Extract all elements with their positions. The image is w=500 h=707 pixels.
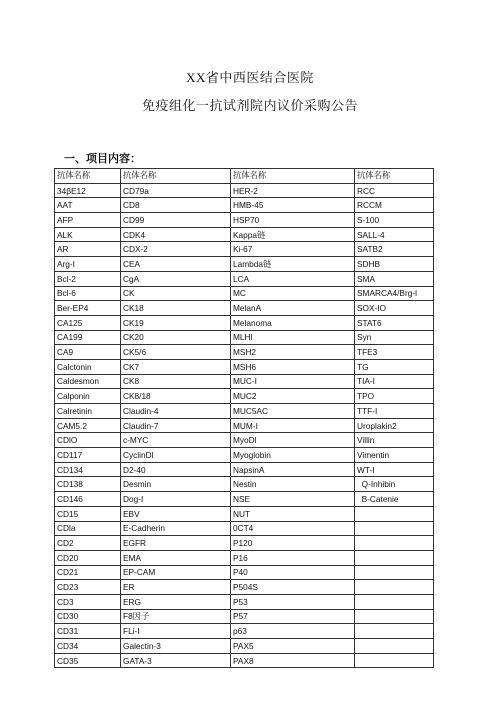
table-cell: Galectin-3 <box>121 639 231 654</box>
table-cell: 0CT4 <box>231 521 355 536</box>
table-cell: CD23 <box>55 580 121 595</box>
table-cell: CD79a <box>121 183 231 198</box>
table-cell: 34βE12 <box>55 183 121 198</box>
table-cell: Arg-I <box>55 257 121 272</box>
column-header: 抗体名称 <box>121 169 231 184</box>
table-cell: CK <box>121 286 231 301</box>
table-row <box>55 389 434 404</box>
table-cell: NUT <box>231 506 355 521</box>
table-cell: CD30 <box>55 609 121 624</box>
table-cell: MUC-I <box>231 374 355 389</box>
table-cell <box>355 653 434 668</box>
table-row <box>55 213 434 228</box>
table-cell: AFP <box>55 213 121 228</box>
table-cell: CD3 <box>55 594 121 609</box>
table-cell: P53 <box>231 594 355 609</box>
table-row <box>55 359 434 374</box>
table-row <box>55 448 434 463</box>
table-cell: Claudin-7 <box>121 418 231 433</box>
table-cell: HMB-45 <box>231 198 355 213</box>
document-title: 免疫组化一抗试剂院内议价采购公告 <box>141 98 358 113</box>
table-cell: p63 <box>231 624 355 639</box>
table-cell: TFE3 <box>355 345 434 360</box>
table-cell: P504S <box>231 580 355 595</box>
table-cell: TIA-I <box>355 374 434 389</box>
table-cell: Syn <box>355 330 434 345</box>
antibody-table <box>54 168 434 668</box>
table-row <box>55 594 434 609</box>
table-cell <box>355 580 434 595</box>
table-cell: NapsinA <box>231 462 355 477</box>
table-cell: CDX-2 <box>121 242 231 257</box>
table-cell: P120 <box>231 536 355 551</box>
table-header-row <box>55 169 434 184</box>
table-cell: WT-I <box>355 462 434 477</box>
table-cell: CK8/18 <box>121 389 231 404</box>
table-cell: SATB2 <box>355 242 434 257</box>
table-row <box>55 301 434 316</box>
table-row <box>55 580 434 595</box>
table-row <box>55 639 434 654</box>
table-cell: SDHB <box>355 257 434 272</box>
table-cell: D2-40 <box>121 462 231 477</box>
table-cell: CD117 <box>55 448 121 463</box>
table-cell: CK7 <box>121 359 231 374</box>
table-row <box>55 506 434 521</box>
table-cell: CK20 <box>121 330 231 345</box>
table-cell <box>355 594 434 609</box>
table-cell: RCCM <box>355 198 434 213</box>
table-cell: Calctonin <box>55 359 121 374</box>
table-cell: LCA <box>231 271 355 286</box>
table-cell: TPO <box>355 389 434 404</box>
table-cell: CK5/6 <box>121 345 231 360</box>
table-cell: CA125 <box>55 315 121 330</box>
table-cell: CD2 <box>55 536 121 551</box>
table-row <box>55 418 434 433</box>
table-cell: HSP70 <box>231 213 355 228</box>
table-cell: HER-2 <box>231 183 355 198</box>
table-row <box>55 286 434 301</box>
table-row <box>55 271 434 286</box>
table-row <box>55 404 434 419</box>
table-cell <box>355 565 434 580</box>
table-cell: F8因子 <box>121 609 231 624</box>
table-cell: Lambda链 <box>231 257 355 272</box>
table-row <box>55 330 434 345</box>
table-row <box>55 227 434 242</box>
table-cell <box>355 550 434 565</box>
table-cell: P16 <box>231 550 355 565</box>
table-cell: AR <box>55 242 121 257</box>
table-cell: c-MYC <box>121 433 231 448</box>
table-cell: CK8 <box>121 374 231 389</box>
antibody-table-body <box>55 169 434 668</box>
table-row <box>55 536 434 551</box>
table-cell: CD21 <box>55 565 121 580</box>
section-heading: 一、项目内容： <box>64 153 141 165</box>
table-row <box>55 550 434 565</box>
table-cell: Ki-67 <box>231 242 355 257</box>
table-cell: Bcl-2 <box>55 271 121 286</box>
table-cell: CD31 <box>55 624 121 639</box>
table-cell: CDlO <box>55 433 121 448</box>
table-cell: EMA <box>121 550 231 565</box>
table-cell: GATA-3 <box>121 653 231 668</box>
table-cell: Bcl-6 <box>55 286 121 301</box>
table-cell: CgA <box>121 271 231 286</box>
table-row <box>55 198 434 213</box>
table-cell: SOX-IO <box>355 301 434 316</box>
table-cell: MelanA <box>231 301 355 316</box>
table-cell: ER <box>121 580 231 595</box>
table-cell: Dog-I <box>121 492 231 507</box>
table-cell: Calretinin <box>55 404 121 419</box>
table-cell: MLHl <box>231 330 355 345</box>
column-header: 抗体名称 <box>55 169 121 184</box>
table-cell: EBV <box>121 506 231 521</box>
table-cell: SMA <box>355 271 434 286</box>
table-cell: SMARCA4/Brg-l <box>355 286 434 301</box>
table-cell: Calponin <box>55 389 121 404</box>
table-row <box>55 477 434 492</box>
table-cell: NSE <box>231 492 355 507</box>
table-row <box>55 374 434 389</box>
table-cell: E-Cadherin <box>121 521 231 536</box>
table-cell: CA199 <box>55 330 121 345</box>
table-cell: PAX8 <box>231 653 355 668</box>
table-cell: STAT6 <box>355 315 434 330</box>
table-row <box>55 433 434 448</box>
table-cell: RCC <box>355 183 434 198</box>
table-row <box>55 242 434 257</box>
table-cell: CD146 <box>55 492 121 507</box>
table-cell: CD35 <box>55 653 121 668</box>
hospital-name: XX省中西医结合医院 <box>186 70 314 85</box>
table-row <box>55 315 434 330</box>
table-row <box>55 183 434 198</box>
table-cell: CD15 <box>55 506 121 521</box>
table-cell: Desmin <box>121 477 231 492</box>
table-cell: CD134 <box>55 462 121 477</box>
table-cell: Uroplakin2 <box>355 418 434 433</box>
table-cell: Villin <box>355 433 434 448</box>
table-cell: MUM-I <box>231 418 355 433</box>
table-cell <box>355 609 434 624</box>
table-row <box>55 521 434 536</box>
table-cell: CDK4 <box>121 227 231 242</box>
table-cell <box>355 506 434 521</box>
table-cell: S-100 <box>355 213 434 228</box>
table-cell: ERG <box>121 594 231 609</box>
table-row <box>55 624 434 639</box>
table-row <box>55 257 434 272</box>
table-cell: CD99 <box>121 213 231 228</box>
table-cell: PAX5 <box>231 639 355 654</box>
table-row <box>55 345 434 360</box>
table-cell: CD138 <box>55 477 121 492</box>
table-cell: CD20 <box>55 550 121 565</box>
table-cell: P57 <box>231 609 355 624</box>
table-cell: CAM5.2 <box>55 418 121 433</box>
table-cell <box>355 536 434 551</box>
table-cell: CD34 <box>55 639 121 654</box>
table-cell: CDla <box>55 521 121 536</box>
table-cell: Q-Inhibin <box>355 477 434 492</box>
table-cell: MSH6 <box>231 359 355 374</box>
table-cell: CyclinDl <box>121 448 231 463</box>
table-cell: MSH2 <box>231 345 355 360</box>
table-cell: B-Catenie <box>355 492 434 507</box>
table-cell: MyoDl <box>231 433 355 448</box>
table-cell: Nestin <box>231 477 355 492</box>
table-cell: P40 <box>231 565 355 580</box>
table-cell: FLi-I <box>121 624 231 639</box>
table-cell: CD8 <box>121 198 231 213</box>
table-row <box>55 462 434 477</box>
table-cell: CEA <box>121 257 231 272</box>
table-cell: AAT <box>55 198 121 213</box>
table-cell: CK19 <box>121 315 231 330</box>
table-cell: ALK <box>55 227 121 242</box>
table-cell: Kappa链 <box>231 227 355 242</box>
table-cell: TG <box>355 359 434 374</box>
table-cell: Caldesmon <box>55 374 121 389</box>
table-row <box>55 653 434 668</box>
table-row <box>55 565 434 580</box>
table-cell <box>355 639 434 654</box>
table-row <box>55 492 434 507</box>
table-cell <box>355 521 434 536</box>
table-cell <box>355 624 434 639</box>
table-cell: Claudin-4 <box>121 404 231 419</box>
table-cell: SALL-4 <box>355 227 434 242</box>
table-cell: Vimentin <box>355 448 434 463</box>
table-row <box>55 609 434 624</box>
table-cell: CA9 <box>55 345 121 360</box>
table-cell: MC <box>231 286 355 301</box>
table-cell: Melanoma <box>231 315 355 330</box>
table-cell: MUC5AC <box>231 404 355 419</box>
table-cell: EGFR <box>121 536 231 551</box>
table-cell: CK18 <box>121 301 231 316</box>
table-cell: TTF-I <box>355 404 434 419</box>
table-cell: Ber-EP4 <box>55 301 121 316</box>
column-header: 抗体名称 <box>355 169 434 184</box>
column-header: 抗体名称 <box>231 169 355 184</box>
table-cell: Myoglobin <box>231 448 355 463</box>
table-cell: MUC2 <box>231 389 355 404</box>
table-cell: EP-CAM <box>121 565 231 580</box>
